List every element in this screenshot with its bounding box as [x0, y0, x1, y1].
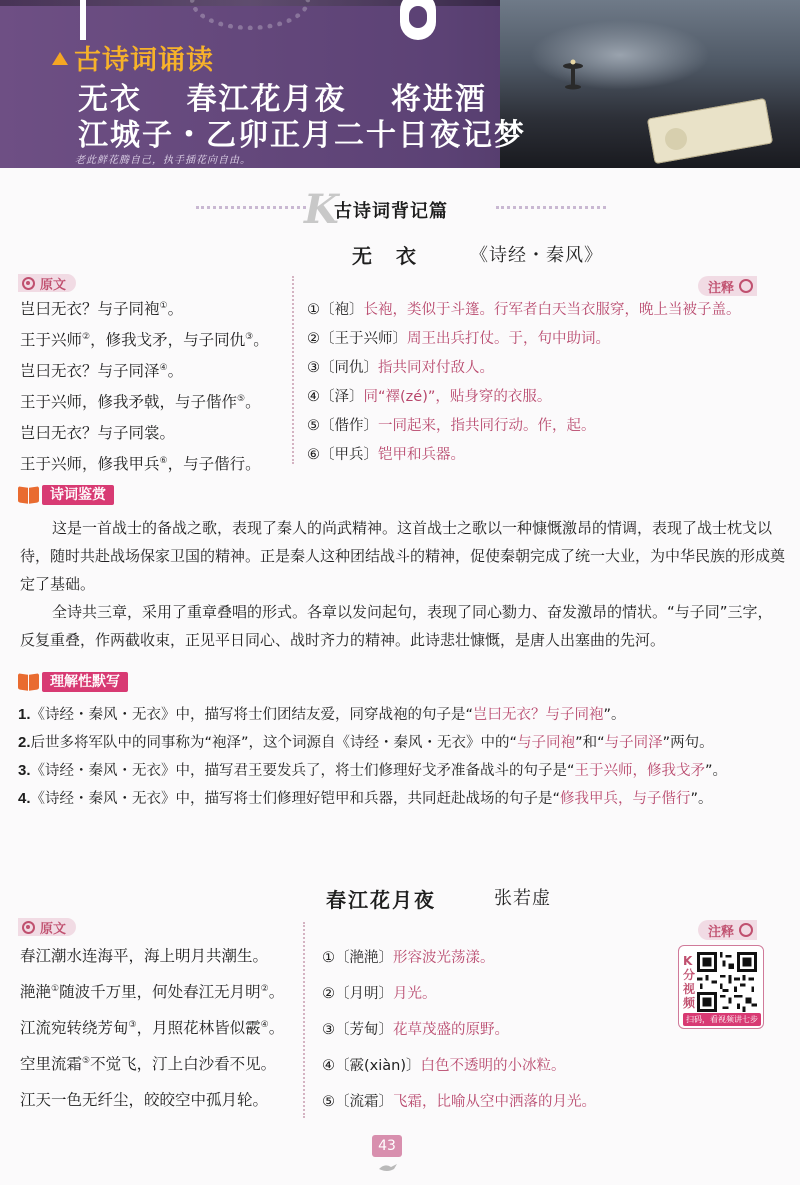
note-item: ③〔芳甸〕花草茂盛的原野。	[322, 1022, 509, 1038]
banner-photo	[500, 0, 800, 168]
poem-line: 空里流霜⑤不觉飞，汀上白沙看不见。	[20, 1055, 277, 1073]
dotted-divider	[196, 206, 306, 209]
qr-side-text: K分视频	[683, 954, 696, 1010]
dotted-divider	[496, 206, 606, 209]
appreciation-paragraph-2: 全诗共三章，采用了重章叠唱的形式。各章以发问起句，表现了同心勠力、奋发激昂的情状。“与子同”三字，反复重叠，作两截收束，正见平日同心、战时齐力的精神。此诗悲壮慷慨，是唐人出塞曲的先河。	[20, 603, 773, 649]
poem-line: 岂曰无衣？与子同裳。	[20, 424, 176, 442]
note-item: ①〔滟滟〕形容波光荡漾。	[322, 950, 495, 966]
header-banner	[0, 0, 800, 168]
notes-icon	[739, 923, 753, 937]
k-logo: K	[304, 186, 339, 233]
note-item: ②〔王于兴师〕周王出兵打仗。于，句中助词。	[307, 331, 610, 347]
poem-line: 春江潮水连海平，海上明月共潮生。	[20, 947, 269, 965]
notes-icon	[739, 279, 753, 293]
note-item: ②〔月明〕月光。	[322, 986, 437, 1002]
note-item: ⑤〔偕作〕一同起来，指共同行动。作，起。	[307, 418, 596, 434]
poem-line: 岂曰无衣？与子同袍①。	[20, 300, 184, 318]
notes-badge	[698, 276, 757, 296]
oil-lamp-icon	[560, 58, 586, 90]
original-text-label: 原文	[40, 921, 67, 937]
notes-badge	[698, 920, 757, 940]
section-header	[196, 186, 606, 233]
poem-author: 张若虚	[494, 888, 551, 909]
original-text-badge	[18, 274, 76, 292]
banner-decoration	[80, 0, 86, 40]
question-item: 3.《诗经・秦风・无衣》中，描写君王要发兵了，将士们修理好戈矛准备战斗的句子是“王于兴师，修我戈矛”。	[18, 762, 728, 779]
poem1-lines	[20, 297, 269, 483]
poem-line: 岂曰无衣？与子同泽④。	[20, 362, 184, 380]
original-text-label: 原文	[40, 277, 67, 293]
book-icon	[18, 674, 40, 691]
poem-line: 王于兴师，修我甲兵⑥，与子偕行。	[20, 455, 261, 473]
appreciation-heading	[18, 485, 114, 505]
poem-source: 《诗经・秦风》	[470, 245, 603, 266]
column-divider	[303, 922, 305, 1118]
poem-line: 滟滟①随波千万里，何处春江无月明②。	[20, 983, 285, 1001]
original-icon	[22, 277, 35, 290]
dictation-heading	[18, 672, 128, 692]
banner-tag	[52, 38, 214, 77]
question-item: 1.《诗经・秦风・无衣》中，描写将士们团结友爱，同穿战袍的句子是“岂曰无衣？与子同袍”。	[18, 706, 626, 723]
question-item: 2.后世多将军队中的同事称为“袍泽”，这个词源自《诗经・秦风・无衣》中的“与子同袍”和“与子同泽”两句。	[18, 734, 714, 751]
poem-line: 江天一色无纤尘，皎皎空中孤月轮。	[20, 1091, 269, 1109]
original-text-badge	[18, 918, 76, 936]
notes-label: 注释	[708, 924, 735, 940]
poem2-notes	[322, 946, 596, 1126]
banner-title-line-2: 江城子・乙卯正月二十日夜记梦	[78, 118, 526, 153]
note-item: ④〔霰(xiàn)〕白色不透明的小冰粒。	[322, 1058, 566, 1074]
poem-line: 王于兴师②，修我戈矛，与子同仇③。	[20, 331, 269, 349]
scroll-image	[647, 98, 773, 164]
column-divider	[292, 276, 294, 464]
note-item: ④〔泽〕同“襗(zé)”，贴身穿的衣服。	[307, 389, 552, 405]
note-item: ①〔袍〕长袍，类似于斗篷。行军者白天当衣服穿，晚上当被子盖。	[307, 302, 741, 318]
poem-line: 王于兴师，修我矛戟，与子偕作⑤。	[20, 393, 261, 411]
poem-title: 无 衣	[352, 244, 418, 268]
section-title: 古诗词背记篇	[334, 201, 448, 222]
banner-decoration	[190, 0, 310, 30]
triangle-icon	[52, 52, 68, 65]
poem-line: 江流宛转绕芳甸③，月照花林皆似霰④。	[20, 1019, 285, 1037]
poem1-notes	[307, 298, 741, 472]
appreciation-label: 诗词鉴赏	[42, 485, 114, 505]
banner-subtitle: 老此鲜花腾自己，执手插花向自由。	[75, 155, 251, 166]
question-item: 4.《诗经・秦风・无衣》中，描写将士们修理好铠甲和兵器，共同赶赴战场的句子是“修我甲兵，与子偕行”。	[18, 790, 713, 807]
notes-label: 注释	[708, 280, 735, 296]
note-item: ⑥〔甲兵〕铠甲和兵器。	[307, 447, 465, 463]
poem-title: 春江花月夜	[326, 888, 436, 912]
dictation-label: 理解性默写	[42, 672, 128, 692]
banner-tag-label: 古诗词诵读	[74, 45, 214, 76]
qr-code-icon[interactable]	[697, 952, 757, 1012]
qr-tip: 扫码，看视频讲七步	[683, 1013, 761, 1026]
note-item: ⑤〔流霜〕飞霜，比喻从空中洒落的月光。	[322, 1094, 596, 1110]
poem2-lines	[20, 944, 284, 1124]
dictation-questions	[18, 701, 788, 813]
banner-decoration	[400, 0, 436, 40]
banner-title-line-1: 无衣 春江花月夜 将进酒	[78, 82, 487, 117]
book-icon	[18, 487, 40, 504]
original-icon	[22, 921, 35, 934]
note-item: ③〔同仇〕指共同对付敌人。	[307, 360, 494, 376]
bird-icon	[377, 1161, 399, 1173]
page-number: 43	[372, 1135, 402, 1157]
appreciation-paragraph-1: 这是一首战士的备战之歌，表现了秦人的尚武精神。这首战士之歌以一种慷慨激昂的情调，表现了战士枕戈以待，随时共赴战场保家卫国的精神。正是秦人这种团结战斗的精神，促使秦朝完成了统一大业，为中华民族的形成奠定了基础。	[20, 519, 786, 593]
qr-code-card[interactable]	[678, 945, 764, 1029]
